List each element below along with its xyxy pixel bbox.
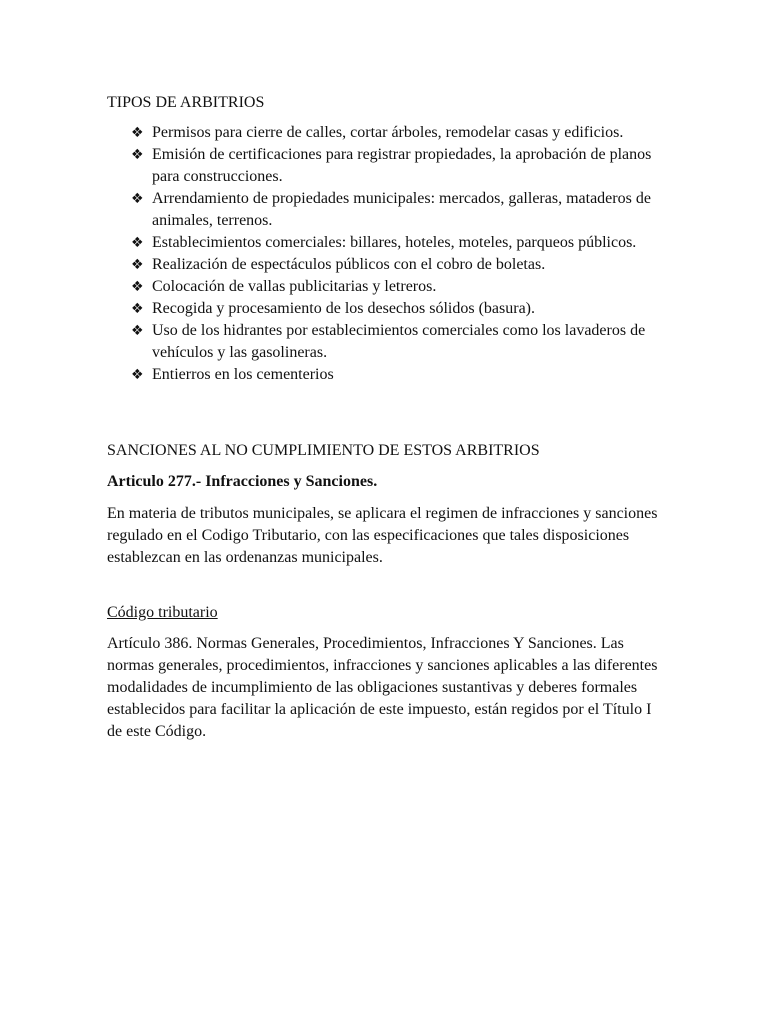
list-item bbox=[131, 276, 667, 298]
list-item-text: Establecimientos comerciales: billares, hoteles, moteles, parqueos públicos. bbox=[152, 234, 637, 251]
four-diamond-bullet-icon: ❖ bbox=[131, 257, 144, 273]
four-diamond-bullet-icon: ❖ bbox=[131, 301, 144, 317]
list-item-text: Arrendamiento de propiedades municipales: mercados, galleras, mataderos de animales, terrenos. bbox=[152, 190, 651, 229]
article-277-title: Articulo 277.- Infracciones y Sanciones. bbox=[107, 473, 378, 490]
list-item-text: Emisión de certificaciones para registrar propiedades, la aprobación de planos para construcciones. bbox=[152, 146, 652, 185]
list-item bbox=[131, 298, 667, 320]
section-heading-sanciones: SANCIONES AL NO CUMPLIMIENTO DE ESTOS ARBITRIOS bbox=[107, 442, 540, 459]
list-item-text: Realización de espectáculos públicos con el cobro de boletas. bbox=[152, 256, 546, 273]
four-diamond-bullet-icon: ❖ bbox=[131, 235, 144, 251]
four-diamond-bullet-icon: ❖ bbox=[131, 191, 144, 207]
list-item bbox=[131, 122, 667, 144]
four-diamond-bullet-icon: ❖ bbox=[131, 323, 144, 339]
four-diamond-bullet-icon: ❖ bbox=[131, 279, 144, 295]
list-item bbox=[131, 254, 667, 276]
list-item-text: Uso de los hidrantes por establecimientos comerciales como los lavaderos de vehículos y las gasolineras. bbox=[152, 322, 646, 361]
codigo-tributario-title: Código tributario bbox=[107, 604, 218, 621]
list-item-text: Recogida y procesamiento de los desechos sólidos (basura). bbox=[152, 300, 536, 317]
list-item-text: Entierros en los cementerios bbox=[152, 366, 334, 383]
four-diamond-bullet-icon: ❖ bbox=[131, 125, 144, 141]
list-item bbox=[131, 188, 667, 232]
list-item bbox=[131, 320, 667, 364]
list-item bbox=[131, 232, 667, 254]
four-diamond-bullet-icon: ❖ bbox=[131, 147, 144, 163]
list-item bbox=[131, 364, 667, 386]
document-page bbox=[107, 92, 667, 743]
article-277-paragraph: En materia de tributos municipales, se aplicara el regimen de infracciones y sanciones regulado en el Codigo Tributario, con las especificaciones que tales disposiciones establezcan en las ordenanzas municipales. bbox=[107, 505, 658, 566]
four-diamond-bullet-icon: ❖ bbox=[131, 367, 144, 383]
article-386-paragraph: Artículo 386. Normas Generales, Procedimientos, Infracciones Y Sanciones. Las normas generales, procedimientos, infracciones y sanciones aplicables a las diferentes modalidades de incumplimiento de las obligaciones sustantivas y deberes formales establecidos para facilitar la aplicación de este impuesto, están regidos por el Título I de este Código. bbox=[107, 635, 658, 740]
arbitrios-list bbox=[107, 122, 667, 386]
list-item bbox=[131, 144, 667, 188]
list-item-text: Permisos para cierre de calles, cortar árboles, remodelar casas y edificios. bbox=[152, 124, 624, 141]
list-item-text: Colocación de vallas publicitarias y letreros. bbox=[152, 278, 437, 295]
section-heading-tipos-de-arbitrios: TIPOS DE ARBITRIOS bbox=[107, 94, 265, 111]
